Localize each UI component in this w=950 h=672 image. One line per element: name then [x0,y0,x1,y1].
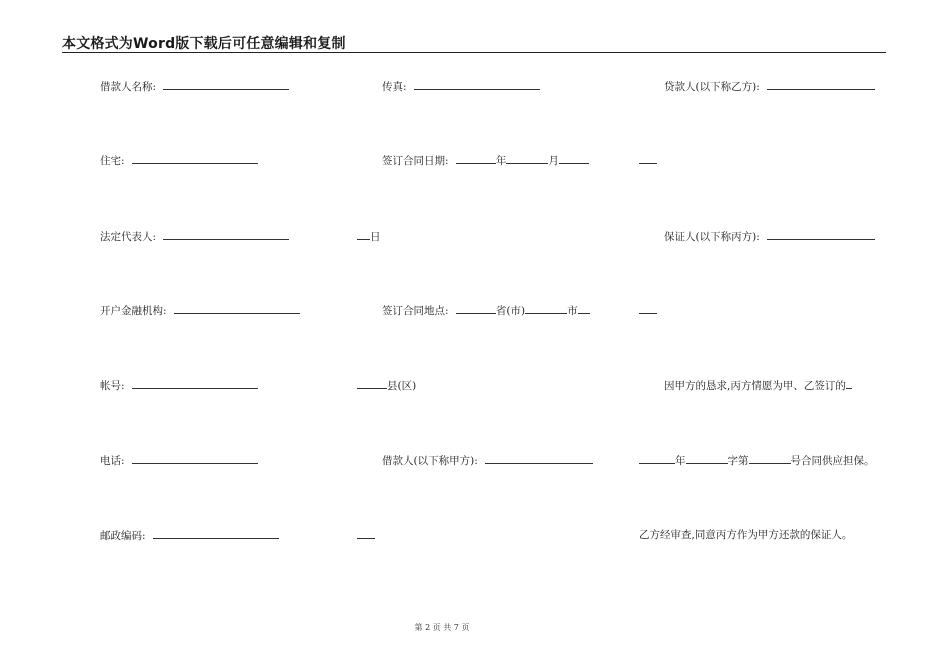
contract-year-blank [639,453,675,464]
borrower-name-blank [163,79,289,90]
legal-rep-blank [163,229,289,240]
province-label: 省(市) [495,305,526,317]
county-blank [357,378,387,389]
fax-row [382,79,540,94]
phone-row [100,453,258,468]
borrower-a-blank [485,453,593,464]
place-tail-row [639,303,657,318]
lender-label: 贷款人(以下称乙方): [664,81,760,93]
account-row [100,378,258,393]
blank-line-row [357,528,375,543]
page-header [62,30,886,53]
sign-date-label: 签订合同日期: [382,155,449,167]
postcode-blank [153,528,279,539]
paragraph-1-blank [846,378,852,389]
sign-place-row [382,303,590,318]
paragraph-3-text: 乙方经审查,同意丙方作为甲方还款的保证人。 [639,529,853,541]
postcode-label: 邮政编码: [100,530,146,542]
contract-year-label: 年 [675,455,686,467]
paragraph-2-end: 号合同供应担保。 [790,455,875,467]
borrower-name-label: 借款人名称: [100,81,157,93]
postcode-row [100,528,279,543]
residence-row [100,153,258,168]
county-blank-start [578,303,590,314]
sign-year-blank [456,153,496,164]
bank-label: 开户金融机构: [100,305,167,317]
paragraph-1-text: 因甲方的恳求,丙方情愿为甲、乙签订的 [664,380,846,392]
sign-day-blank [559,153,589,164]
fax-blank [414,79,540,90]
zi-di-label: 字第 [727,455,749,467]
county-label: 县(区) [387,380,417,392]
guarantor-label: 保证人(以下称丙方): [664,231,760,243]
page-footer: 第 2 页 共 7 页 [414,623,470,632]
bank-row [100,303,300,318]
sign-day-row [357,229,381,244]
lender-blank [767,79,875,90]
province-blank [456,303,496,314]
guarantor-blank [767,229,875,240]
lender-row [664,79,875,94]
city-label: 市 [567,305,578,317]
phone-label: 电话: [100,455,125,467]
sign-place-label: 签订合同地点: [382,305,449,317]
borrower-name-row [100,79,289,94]
place-tail-blank [639,303,657,314]
bank-blank [174,303,300,314]
day-blank [357,229,370,240]
continuation-blank [357,528,375,539]
borrower-a-label: 借款人(以下称甲方): [382,455,478,467]
borrower-a-row [382,453,593,468]
fax-label: 传真: [382,81,407,93]
county-row [357,378,416,393]
contract-number-blank [749,453,791,464]
day-label: 日 [370,231,381,243]
year-label: 年 [495,155,507,167]
date-tail-row [639,153,657,168]
month-label: 月 [548,155,559,167]
sign-month-blank [506,153,548,164]
header-title: 本文格式为Word版下载后可任意编辑和复制 [62,36,346,52]
city-blank [525,303,567,314]
phone-blank [132,453,258,464]
guarantor-row [664,229,875,244]
paragraph-3 [639,528,852,542]
contract-zi-blank [686,453,728,464]
paragraph-1 [664,378,852,393]
date-tail-blank [639,153,657,164]
residence-blank [132,153,258,164]
paragraph-2 [639,453,875,468]
legal-rep-row [100,229,289,244]
residence-label: 住宅: [100,155,125,167]
sign-date-row [382,153,589,168]
account-label: 帐号: [100,380,125,392]
account-blank [132,378,258,389]
legal-rep-label: 法定代表人: [100,231,157,243]
